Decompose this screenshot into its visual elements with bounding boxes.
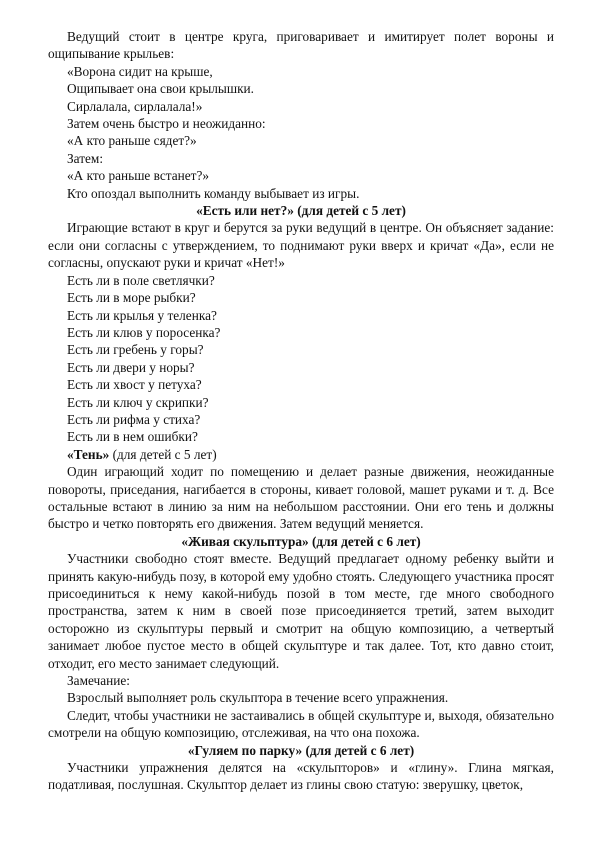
paragraph-yes-no-rules: Играющие встают в круг и берутся за руки ведущий в центре. Он объясняет задание: если они согласны с утверждением, то поднимают руки вверх и кричат «Да», если не согласны, опускают руки и кричат «Нет!» (48, 220, 554, 271)
instruction-line: Затем очень быстро и неожиданно: (67, 116, 266, 132)
section-heading-shadow (48, 446, 554, 463)
command-sit: «А кто раньше сядет?» (67, 133, 197, 149)
question-line-7: Есть ли хвост у петуха? (67, 377, 202, 393)
question-line-1: Есть ли в поле светлячки? (67, 272, 215, 288)
section-heading-yes-no: «Есть или нет?» (для детей с 5 лет) (196, 203, 406, 219)
section-heading-park-walk: «Гуляем по парку» (для детей с 6 лет) (187, 742, 415, 758)
note-line-1: Взрослый выполняет роль скульптора в течение всего упражнения. (67, 690, 449, 706)
note-paragraph-2: Следит, чтобы участники не застаивались в общей скульптуре и, выходя, обязательно смотрели на общую композицию, отслеживая, на что она похожа. (48, 707, 554, 741)
section-heading-shadow-title: «Тень» (67, 446, 110, 462)
command-stand: «А кто раньше встанет?» (67, 168, 210, 184)
rule-line: Кто опоздал выполнить команду выбывает из игры. (67, 185, 360, 201)
section-heading-living-sculpture: «Живая скульптура» (для детей с 6 лет) (181, 533, 421, 549)
verse-line-1: «Ворона сидит на крыше, (67, 63, 213, 79)
paragraph-host-intro: Ведущий стоит в центре круга, приговаривает и имитирует полет вороны и ощипывание крыльев: (48, 29, 554, 62)
paragraph-park-walk-rules: Участники упражнения делятся на «скульпторов» и «глину». Глина мягкая, податливая, послушная. Скульптор делает из глины свою статую: зверушку, цветок, (48, 760, 554, 793)
note-label: Замечание: (67, 673, 130, 689)
question-line-2: Есть ли в море рыбки? (67, 290, 196, 306)
question-line-6: Есть ли двери у норы? (67, 359, 195, 375)
question-line-10: Есть ли в нем ошибки? (67, 429, 198, 445)
verse-line-2: Ощипывает она свои крылышки. (67, 81, 254, 97)
question-line-4: Есть ли клюв у поросенка? (67, 324, 221, 340)
section-heading-shadow-age: (для детей с 5 лет) (109, 446, 217, 462)
paragraph-shadow-rules: Один играющий ходит по помещению и делает разные движения, неожиданные повороты, приседания, нагибается в стороны, кивает головой, машет руками и т. д. Все остальные встают в линию за ним на небольшом расстоянии. Они его тень и должны быстро и четко повторять его движения. Затем ведущий меняется. (48, 464, 554, 532)
document-page (48, 28, 554, 794)
question-line-8: Есть ли ключ у скрипки? (67, 394, 209, 410)
paragraph-living-sculpture-rules: Участники свободно стоят вместе. Ведущий предлагает одному ребенку выйти и принять какую-нибудь позу, в которой ему удобно стоять. Следующего участника просят присоединиться к нему какой-нибудь позой в том месте, где много свободного пространства, затем к ним в своей позе присоединяется третий, затем выходит осторожно из скульптуры первый и смотрит на общую композицию, а четвертый занимает любое пустое место в общей скульптуре и так далее. Тот, кто давно стоит, отходит, его место занимает следующий. (48, 551, 554, 671)
question-line-3: Есть ли крылья у теленка? (67, 307, 217, 323)
verse-line-3: Сирлалала, сирлалала!» (67, 98, 203, 114)
question-line-5: Есть ли гребень у горы? (67, 342, 204, 358)
instruction-then: Затем: (67, 150, 104, 166)
question-line-9: Есть ли рифма у стиха? (67, 411, 201, 427)
